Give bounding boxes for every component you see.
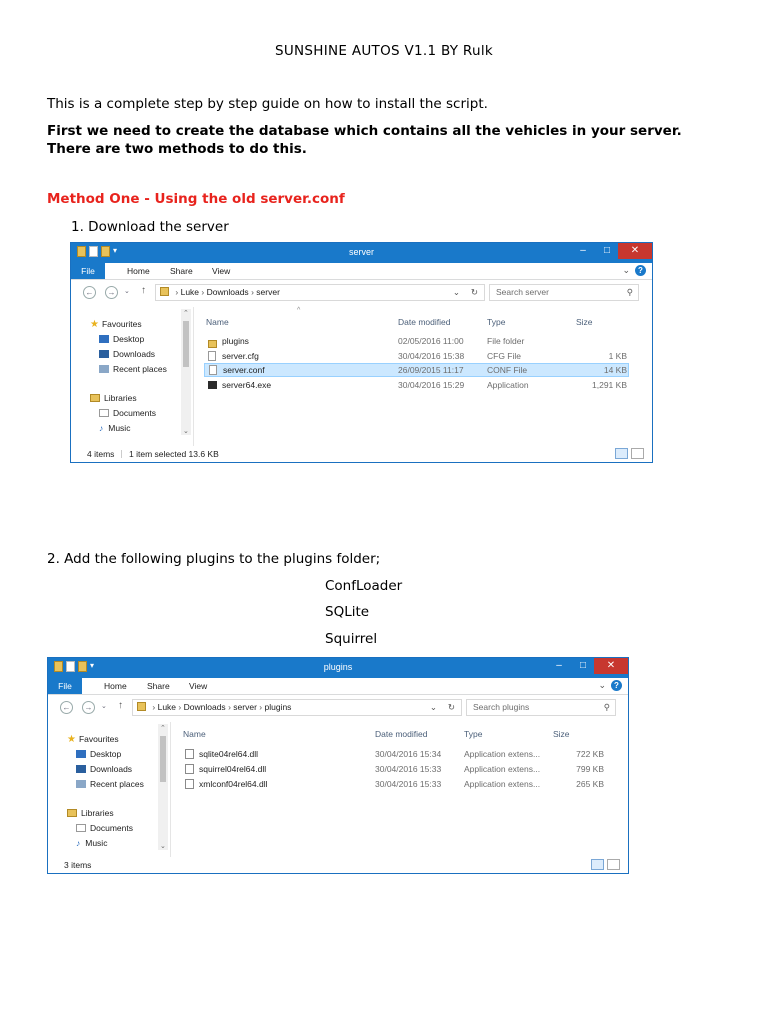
column-name[interactable]: Name (183, 729, 206, 739)
scrollbar-thumb[interactable] (183, 321, 189, 367)
star-icon: ★ (90, 319, 99, 330)
column-date-modified[interactable]: Date modified (398, 317, 451, 327)
window-titlebar (48, 658, 628, 678)
help-icon[interactable]: ? (611, 680, 622, 691)
nav-label: Recent places (113, 364, 167, 374)
file-row-server-cfg[interactable] (204, 349, 629, 363)
file-size: 1 KB (608, 351, 627, 361)
details-view-icon[interactable] (615, 448, 628, 459)
window-title: server (348, 247, 374, 257)
close-button[interactable]: ✕ (594, 658, 628, 674)
file-type: Application extens... (464, 749, 541, 759)
navigation-bar (71, 280, 652, 306)
step-1-text: 1. Download the server (71, 219, 229, 235)
nav-favourites[interactable] (67, 734, 119, 745)
window-title: plugins (323, 662, 353, 672)
column-size[interactable]: Size (553, 729, 570, 739)
status-item-count: 4 items (87, 449, 115, 459)
column-name[interactable]: Name (206, 317, 229, 327)
scrollbar-thumb[interactable] (160, 736, 166, 782)
scroll-up-icon[interactable]: ⌃ (183, 310, 189, 317)
breadcrumb-downloads[interactable]: Downloads (183, 702, 226, 712)
file-name: sqlite04rel64.dll (199, 749, 259, 759)
nav-desktop[interactable] (99, 334, 144, 344)
folder-icon (160, 287, 169, 296)
file-row-sqlite[interactable] (181, 747, 606, 761)
desktop-icon (76, 750, 86, 758)
tab-view[interactable]: View (212, 266, 231, 276)
column-size[interactable]: Size (576, 317, 593, 327)
column-type[interactable]: Type (464, 729, 483, 739)
back-button[interactable]: ← (60, 701, 73, 714)
breadcrumb-luke[interactable]: Luke (180, 287, 200, 297)
maximize-button[interactable]: □ (579, 660, 587, 671)
nav-label: Music (108, 423, 131, 433)
breadcrumb-separator: › (152, 702, 156, 712)
nav-libraries[interactable] (90, 393, 137, 403)
downloads-icon (99, 350, 109, 358)
address-dropdown-icon[interactable]: ⌄ (429, 702, 437, 712)
tab-share[interactable]: Share (147, 681, 170, 691)
dll-icon (185, 779, 194, 789)
status-item-count: 3 items (64, 860, 92, 870)
desktop-icon (99, 335, 109, 343)
file-type: Application extens... (464, 779, 541, 789)
customize-qat-icon[interactable]: ▾ (90, 661, 95, 670)
forward-button[interactable]: → (82, 701, 95, 714)
nav-label: Recent places (90, 779, 144, 789)
file-name: xmlconf04rel64.dll (199, 779, 268, 789)
status-divider (121, 450, 122, 458)
plugin-confloader: ConfLoader (325, 578, 403, 594)
file-name: server64.exe (222, 380, 272, 390)
recent-places-icon (99, 365, 109, 373)
nav-label: Libraries (81, 808, 114, 818)
folder-icon (137, 702, 146, 711)
explorer-window-plugins (47, 657, 629, 874)
database-instructions-line-1: First we need to create the database which contains all the vehicles in your server. (47, 123, 682, 139)
minimize-button[interactable]: – (556, 660, 562, 671)
nav-label: Downloads (113, 349, 156, 359)
scroll-down-icon[interactable]: ⌄ (183, 428, 189, 435)
search-input[interactable] (466, 699, 616, 716)
nav-label: Downloads (90, 764, 133, 774)
tab-share[interactable]: Share (170, 266, 193, 276)
search-icon: ⚲ (626, 287, 633, 297)
file-date: 26/09/2015 11:17 (398, 365, 464, 375)
nav-scrollbar[interactable] (181, 309, 191, 435)
nav-scrollbar[interactable] (158, 724, 168, 850)
file-date: 30/04/2016 15:34 (375, 749, 442, 759)
libraries-icon (67, 809, 77, 817)
documents-icon (76, 824, 86, 832)
file-date: 30/04/2016 15:33 (375, 764, 442, 774)
file-type: File folder (487, 336, 525, 346)
nav-label: Documents (113, 408, 156, 418)
nav-downloads[interactable] (99, 349, 155, 359)
exe-icon (208, 381, 217, 389)
downloads-icon (76, 765, 86, 773)
file-date: 30/04/2016 15:33 (375, 779, 442, 789)
documents-icon (99, 409, 109, 417)
plugin-sqlite: SQLite (325, 604, 370, 620)
file-date: 30/04/2016 15:29 (398, 380, 465, 390)
nav-music[interactable] (76, 838, 107, 848)
nav-label: Music (85, 838, 108, 848)
column-date-modified[interactable]: Date modified (375, 729, 428, 739)
document-title: SUNSHINE AUTOS V1.1 BY Rulk (274, 43, 494, 59)
window-titlebar (71, 243, 652, 263)
tab-home[interactable]: Home (104, 681, 127, 691)
file-size: 1,291 KB (592, 380, 627, 390)
breadcrumb-separator: › (251, 287, 254, 297)
file-name: plugins (222, 336, 249, 346)
breadcrumb-separator: › (259, 702, 263, 712)
breadcrumb-luke[interactable]: Luke (157, 702, 177, 712)
breadcrumb-server[interactable]: server (233, 702, 257, 712)
large-icons-view-icon[interactable] (607, 859, 620, 870)
navigation-pane (48, 722, 171, 857)
nav-favourites[interactable] (90, 319, 142, 330)
explorer-window-server (70, 242, 653, 463)
ribbon-tabs (71, 263, 652, 280)
database-instructions (47, 122, 682, 158)
nav-documents[interactable] (99, 408, 156, 418)
status-selection: 1 item selected 13.6 KB (129, 449, 219, 459)
search-input[interactable] (489, 284, 639, 301)
up-button[interactable]: ↑ (118, 700, 123, 711)
step-2-text: 2. Add the following plugins to the plugins folder; (47, 551, 381, 567)
recent-locations-icon[interactable]: ⌄ (101, 703, 107, 710)
file-date: 30/04/2016 15:38 (398, 351, 465, 361)
libraries-icon (90, 394, 100, 402)
nav-downloads[interactable] (76, 764, 132, 774)
nav-label: Desktop (113, 334, 145, 344)
sort-indicator-icon: ^ (297, 307, 301, 314)
breadcrumb-downloads[interactable]: Downloads (206, 287, 249, 297)
close-button[interactable]: ✕ (618, 243, 652, 259)
breadcrumb-separator: › (175, 287, 179, 297)
nav-music[interactable] (99, 423, 130, 433)
search-placeholder: Search server (496, 287, 549, 297)
up-button[interactable]: ↑ (141, 285, 146, 296)
intro-text: This is a complete step by step guide on how to install the script. (47, 96, 488, 112)
address-dropdown-icon[interactable]: ⌄ (452, 287, 460, 297)
nav-libraries[interactable] (67, 808, 114, 818)
scroll-down-icon[interactable]: ⌄ (160, 843, 166, 850)
nav-label: Favourites (78, 734, 119, 744)
column-type[interactable]: Type (487, 317, 506, 327)
nav-label: Desktop (90, 749, 122, 759)
plugin-squirrel: Squirrel (325, 631, 378, 647)
file-type: Application extens... (464, 764, 541, 774)
expand-ribbon-icon[interactable]: ⌄ (622, 265, 630, 275)
navigation-bar (48, 695, 628, 721)
search-placeholder: Search plugins (473, 702, 530, 712)
address-bar[interactable] (132, 699, 462, 716)
breadcrumb-plugins[interactable]: plugins (264, 702, 292, 712)
scroll-up-icon[interactable]: ⌃ (160, 725, 166, 732)
method-one-heading: Method One - Using the old server.conf (47, 191, 345, 207)
star-icon: ★ (67, 734, 76, 745)
file-type: Application (487, 380, 529, 390)
file-name: server.cfg (222, 351, 259, 361)
breadcrumb-separator: › (201, 287, 205, 297)
file-size: 265 KB (576, 779, 604, 789)
file-date: 02/05/2016 11:00 (398, 336, 464, 346)
recent-locations-icon[interactable]: ⌄ (124, 288, 130, 295)
forward-button[interactable]: → (105, 286, 118, 299)
maximize-button[interactable]: □ (603, 245, 611, 256)
customize-qat-icon[interactable]: ▾ (113, 246, 118, 255)
folder-icon (208, 337, 217, 345)
nav-recent-places[interactable] (76, 779, 144, 789)
file-size: 799 KB (576, 764, 604, 774)
large-icons-view-icon[interactable] (631, 448, 644, 459)
ribbon-tabs (48, 678, 628, 695)
file-name: squirrel04rel64.dll (199, 764, 267, 774)
file-size: 722 KB (576, 749, 604, 759)
minimize-button[interactable]: – (580, 245, 586, 256)
file-name: server.conf (223, 365, 265, 375)
details-view-icon[interactable] (591, 859, 604, 870)
database-instructions-line-2: There are two methods to do this. (47, 141, 307, 157)
nav-label: Documents (90, 823, 133, 833)
nav-documents[interactable] (76, 823, 133, 833)
music-icon: ♪ (99, 423, 104, 433)
breadcrumb-server[interactable]: server (256, 287, 280, 297)
refresh-icon[interactable]: ↻ (447, 702, 455, 712)
dll-icon (185, 749, 194, 759)
dll-icon (185, 764, 194, 774)
tab-file[interactable]: File (48, 678, 82, 694)
refresh-icon[interactable]: ↻ (470, 287, 478, 297)
file-row-squirrel[interactable] (181, 762, 606, 776)
breadcrumb-separator: › (178, 702, 182, 712)
file-type: CONF File (487, 365, 528, 375)
nav-desktop[interactable] (76, 749, 121, 759)
status-bar (48, 857, 628, 873)
expand-ribbon-icon[interactable]: ⌄ (598, 680, 606, 690)
address-bar[interactable] (155, 284, 485, 301)
file-row-server64-exe[interactable] (204, 378, 629, 392)
nav-recent-places[interactable] (99, 364, 167, 374)
file-type: CFG File (487, 351, 521, 361)
file-row-xmlconf[interactable] (181, 777, 606, 791)
help-icon[interactable]: ? (635, 265, 646, 276)
back-button[interactable]: ← (83, 286, 96, 299)
file-row-plugins[interactable] (204, 334, 629, 348)
file-size: 14 KB (603, 365, 627, 375)
recent-places-icon (76, 780, 86, 788)
tab-view[interactable]: View (189, 681, 208, 691)
file-icon (208, 351, 216, 361)
music-icon: ♪ (76, 838, 81, 848)
file-icon (209, 365, 217, 375)
search-icon: ⚲ (603, 702, 610, 712)
tab-file[interactable]: File (71, 263, 105, 279)
tab-home[interactable]: Home (127, 266, 150, 276)
navigation-pane (71, 307, 194, 446)
breadcrumb-separator: › (228, 702, 231, 712)
nav-label: Libraries (104, 393, 137, 403)
file-row-server-conf[interactable] (204, 363, 629, 377)
status-bar (71, 446, 652, 462)
nav-label: Favourites (101, 319, 142, 329)
